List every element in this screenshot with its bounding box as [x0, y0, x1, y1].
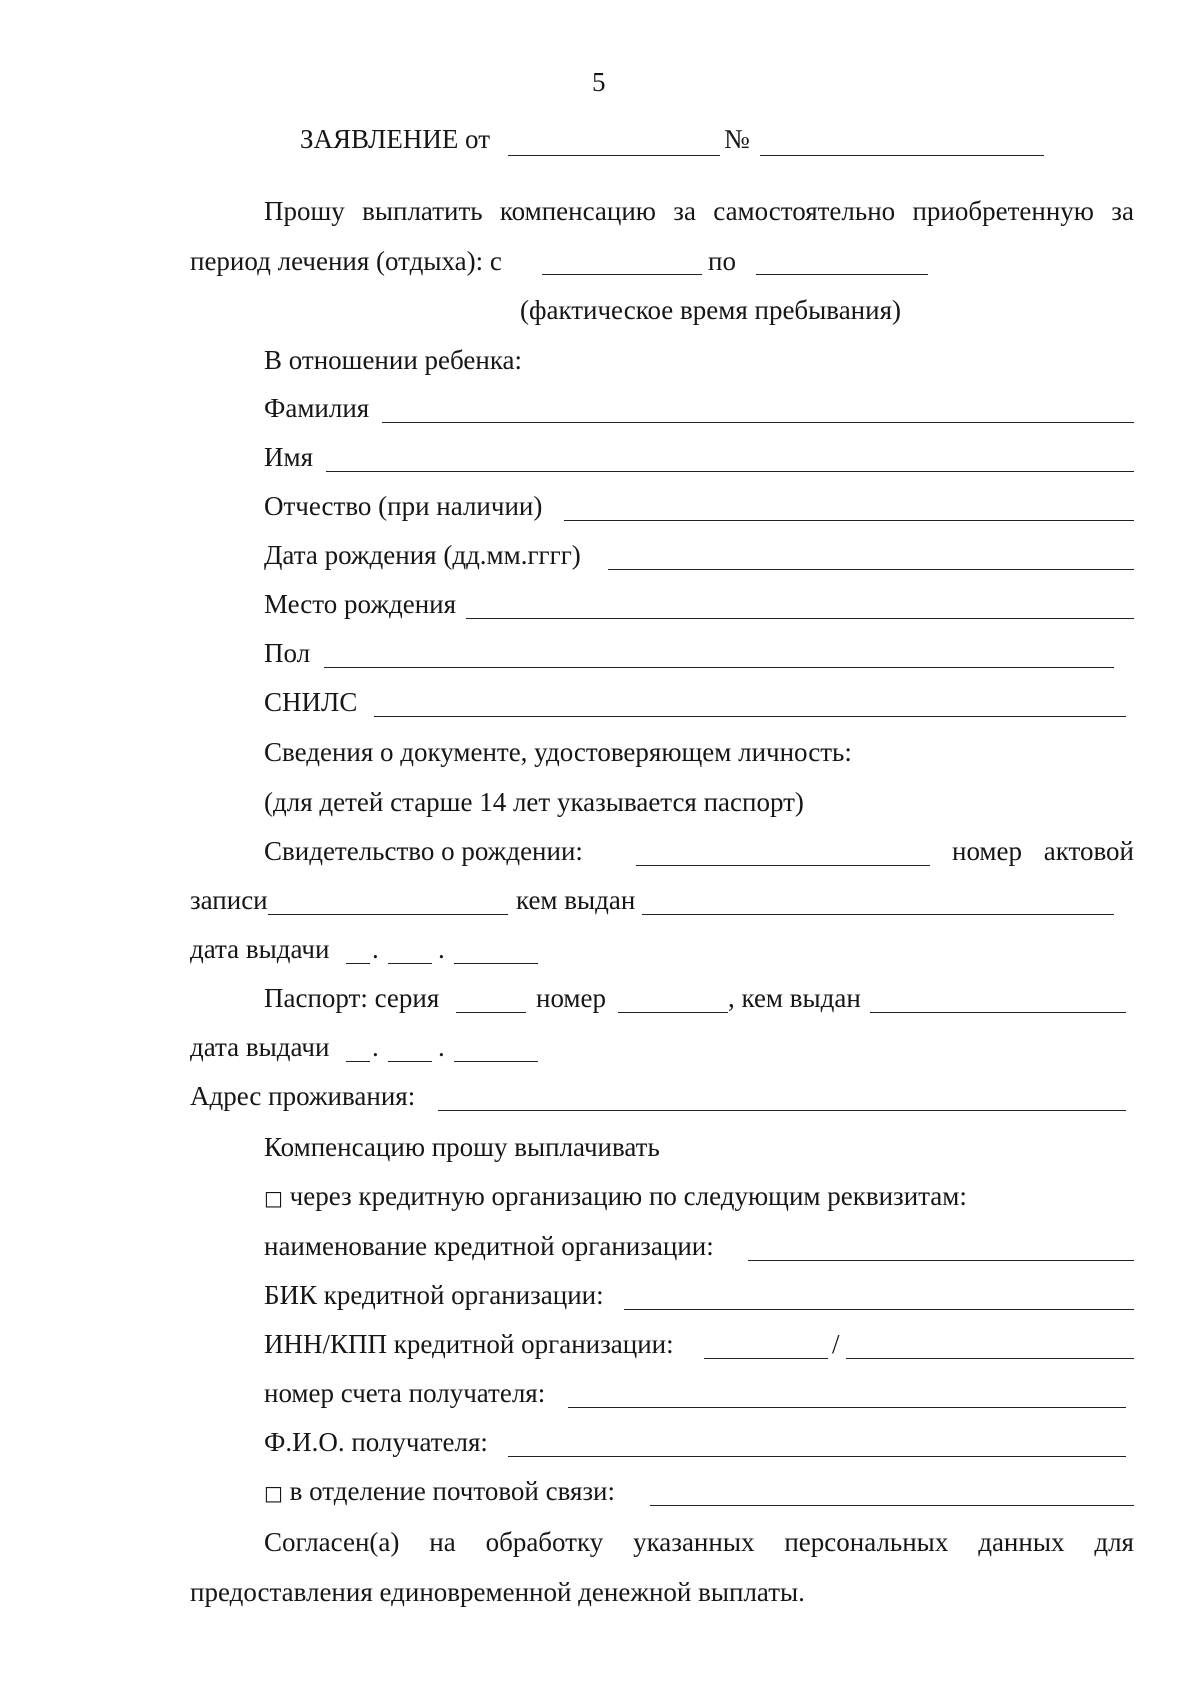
page-title: ЗАЯВЛЕНИЕ от — [300, 124, 491, 154]
passport-issue-day-field[interactable] — [346, 1061, 370, 1062]
record-number-label: номер актовой — [952, 836, 1134, 866]
passport-issue-month-field[interactable] — [388, 1061, 432, 1062]
application-date-field[interactable] — [508, 155, 720, 156]
passport-issued-by-field[interactable] — [870, 1012, 1126, 1013]
date-separator: . — [372, 934, 379, 964]
application-number-field[interactable] — [760, 155, 1044, 156]
date-separator: . — [438, 934, 445, 964]
post-option-label: в отделение почтовой связи: — [289, 1476, 616, 1506]
birth-cert-issue-month-field[interactable] — [388, 963, 432, 964]
passport-number-label: номер — [536, 983, 607, 1013]
account-field[interactable] — [568, 1407, 1126, 1408]
inn-kpp-slash: / — [832, 1329, 840, 1359]
recipient-field[interactable] — [508, 1456, 1126, 1457]
child-heading: В отношении ребенка: — [264, 345, 523, 375]
request-line-1: Прошу выплатить компенсацию за самостоятельно приобретенную за — [264, 196, 1134, 226]
post-option — [264, 1475, 615, 1509]
record-number-field[interactable] — [268, 914, 508, 915]
surname-label: Фамилия — [264, 393, 370, 423]
post-office-field[interactable] — [650, 1505, 1134, 1506]
address-field[interactable] — [438, 1110, 1126, 1111]
birth-cert-issued-by-label: кем выдан — [516, 885, 636, 915]
bank-option — [264, 1180, 967, 1214]
passport-issue-date-label: дата выдачи — [190, 1032, 330, 1062]
bik-field[interactable] — [624, 1309, 1134, 1310]
passport-issued-by-label: , кем выдан — [728, 983, 861, 1013]
snils-field[interactable] — [374, 716, 1126, 717]
stay-note: (фактическое время пребывания) — [520, 295, 901, 325]
consent-line-1: Согласен(а) на обработку указанных персональных данных для — [264, 1527, 1134, 1557]
birth-cert-field[interactable] — [636, 865, 930, 866]
bank-option-checkbox[interactable]: □ — [264, 1186, 283, 1210]
kpp-field[interactable] — [846, 1358, 1134, 1359]
surname-field[interactable] — [382, 422, 1134, 423]
period-from-field[interactable] — [542, 274, 702, 275]
birth-place-field[interactable] — [466, 618, 1134, 619]
inn-kpp-label: ИНН/КПП кредитной организации: — [264, 1329, 674, 1359]
account-label: номер счета получателя: — [264, 1378, 546, 1408]
passport-issue-year-field[interactable] — [454, 1061, 538, 1062]
first-name-field[interactable] — [326, 471, 1134, 472]
bik-label: БИК кредитной организации: — [264, 1280, 604, 1310]
patronymic-label: Отчество (при наличии) — [264, 491, 543, 521]
bank-name-label: наименование кредитной организации: — [264, 1231, 714, 1261]
birth-cert-issue-year-field[interactable] — [454, 963, 538, 964]
period-to-label: по — [708, 246, 736, 276]
id-doc-heading: Сведения о документе, удостоверяющем личность: — [264, 737, 852, 767]
number-sign: № — [724, 124, 750, 154]
date-separator: . — [372, 1032, 379, 1062]
address-label: Адрес проживания: — [190, 1081, 416, 1111]
patronymic-field[interactable] — [564, 520, 1134, 521]
post-option-checkbox[interactable]: □ — [264, 1481, 283, 1505]
birth-date-field[interactable] — [608, 569, 1134, 570]
bank-option-label: через кредитную организацию по следующим реквизитам: — [289, 1181, 967, 1211]
passport-series-field[interactable] — [456, 1012, 526, 1013]
consent-line-2: предоставления единовременной денежной выплаты. — [190, 1577, 805, 1607]
page-number: 5 — [592, 67, 606, 97]
recipient-label: Ф.И.О. получателя: — [264, 1427, 488, 1457]
passport-series-label: Паспорт: серия — [264, 983, 440, 1013]
snils-label: СНИЛС — [264, 687, 358, 717]
date-separator: . — [438, 1032, 445, 1062]
birth-cert-issue-day-field[interactable] — [346, 963, 370, 964]
bank-name-field[interactable] — [748, 1260, 1134, 1261]
id-doc-note: (для детей старше 14 лет указывается паспорт) — [264, 787, 804, 817]
inn-field[interactable] — [704, 1358, 828, 1359]
period-from-label: период лечения (отдыха): с — [190, 246, 502, 276]
passport-number-field[interactable] — [618, 1012, 728, 1013]
first-name-label: Имя — [264, 442, 314, 472]
birth-cert-label: Свидетельство о рождении: — [264, 836, 583, 866]
payment-heading: Компенсацию прошу выплачивать — [264, 1132, 660, 1162]
sex-label: Пол — [264, 638, 311, 668]
birth-cert-issued-by-field[interactable] — [642, 914, 1114, 915]
birth-place-label: Место рождения — [264, 589, 457, 619]
record-number-cont-label: записи — [190, 885, 268, 915]
birth-date-label: Дата рождения (дд.мм.гггг) — [264, 540, 581, 570]
birth-cert-issue-date-label: дата выдачи — [190, 934, 330, 964]
period-to-field[interactable] — [756, 274, 928, 275]
sex-field[interactable] — [324, 667, 1114, 668]
